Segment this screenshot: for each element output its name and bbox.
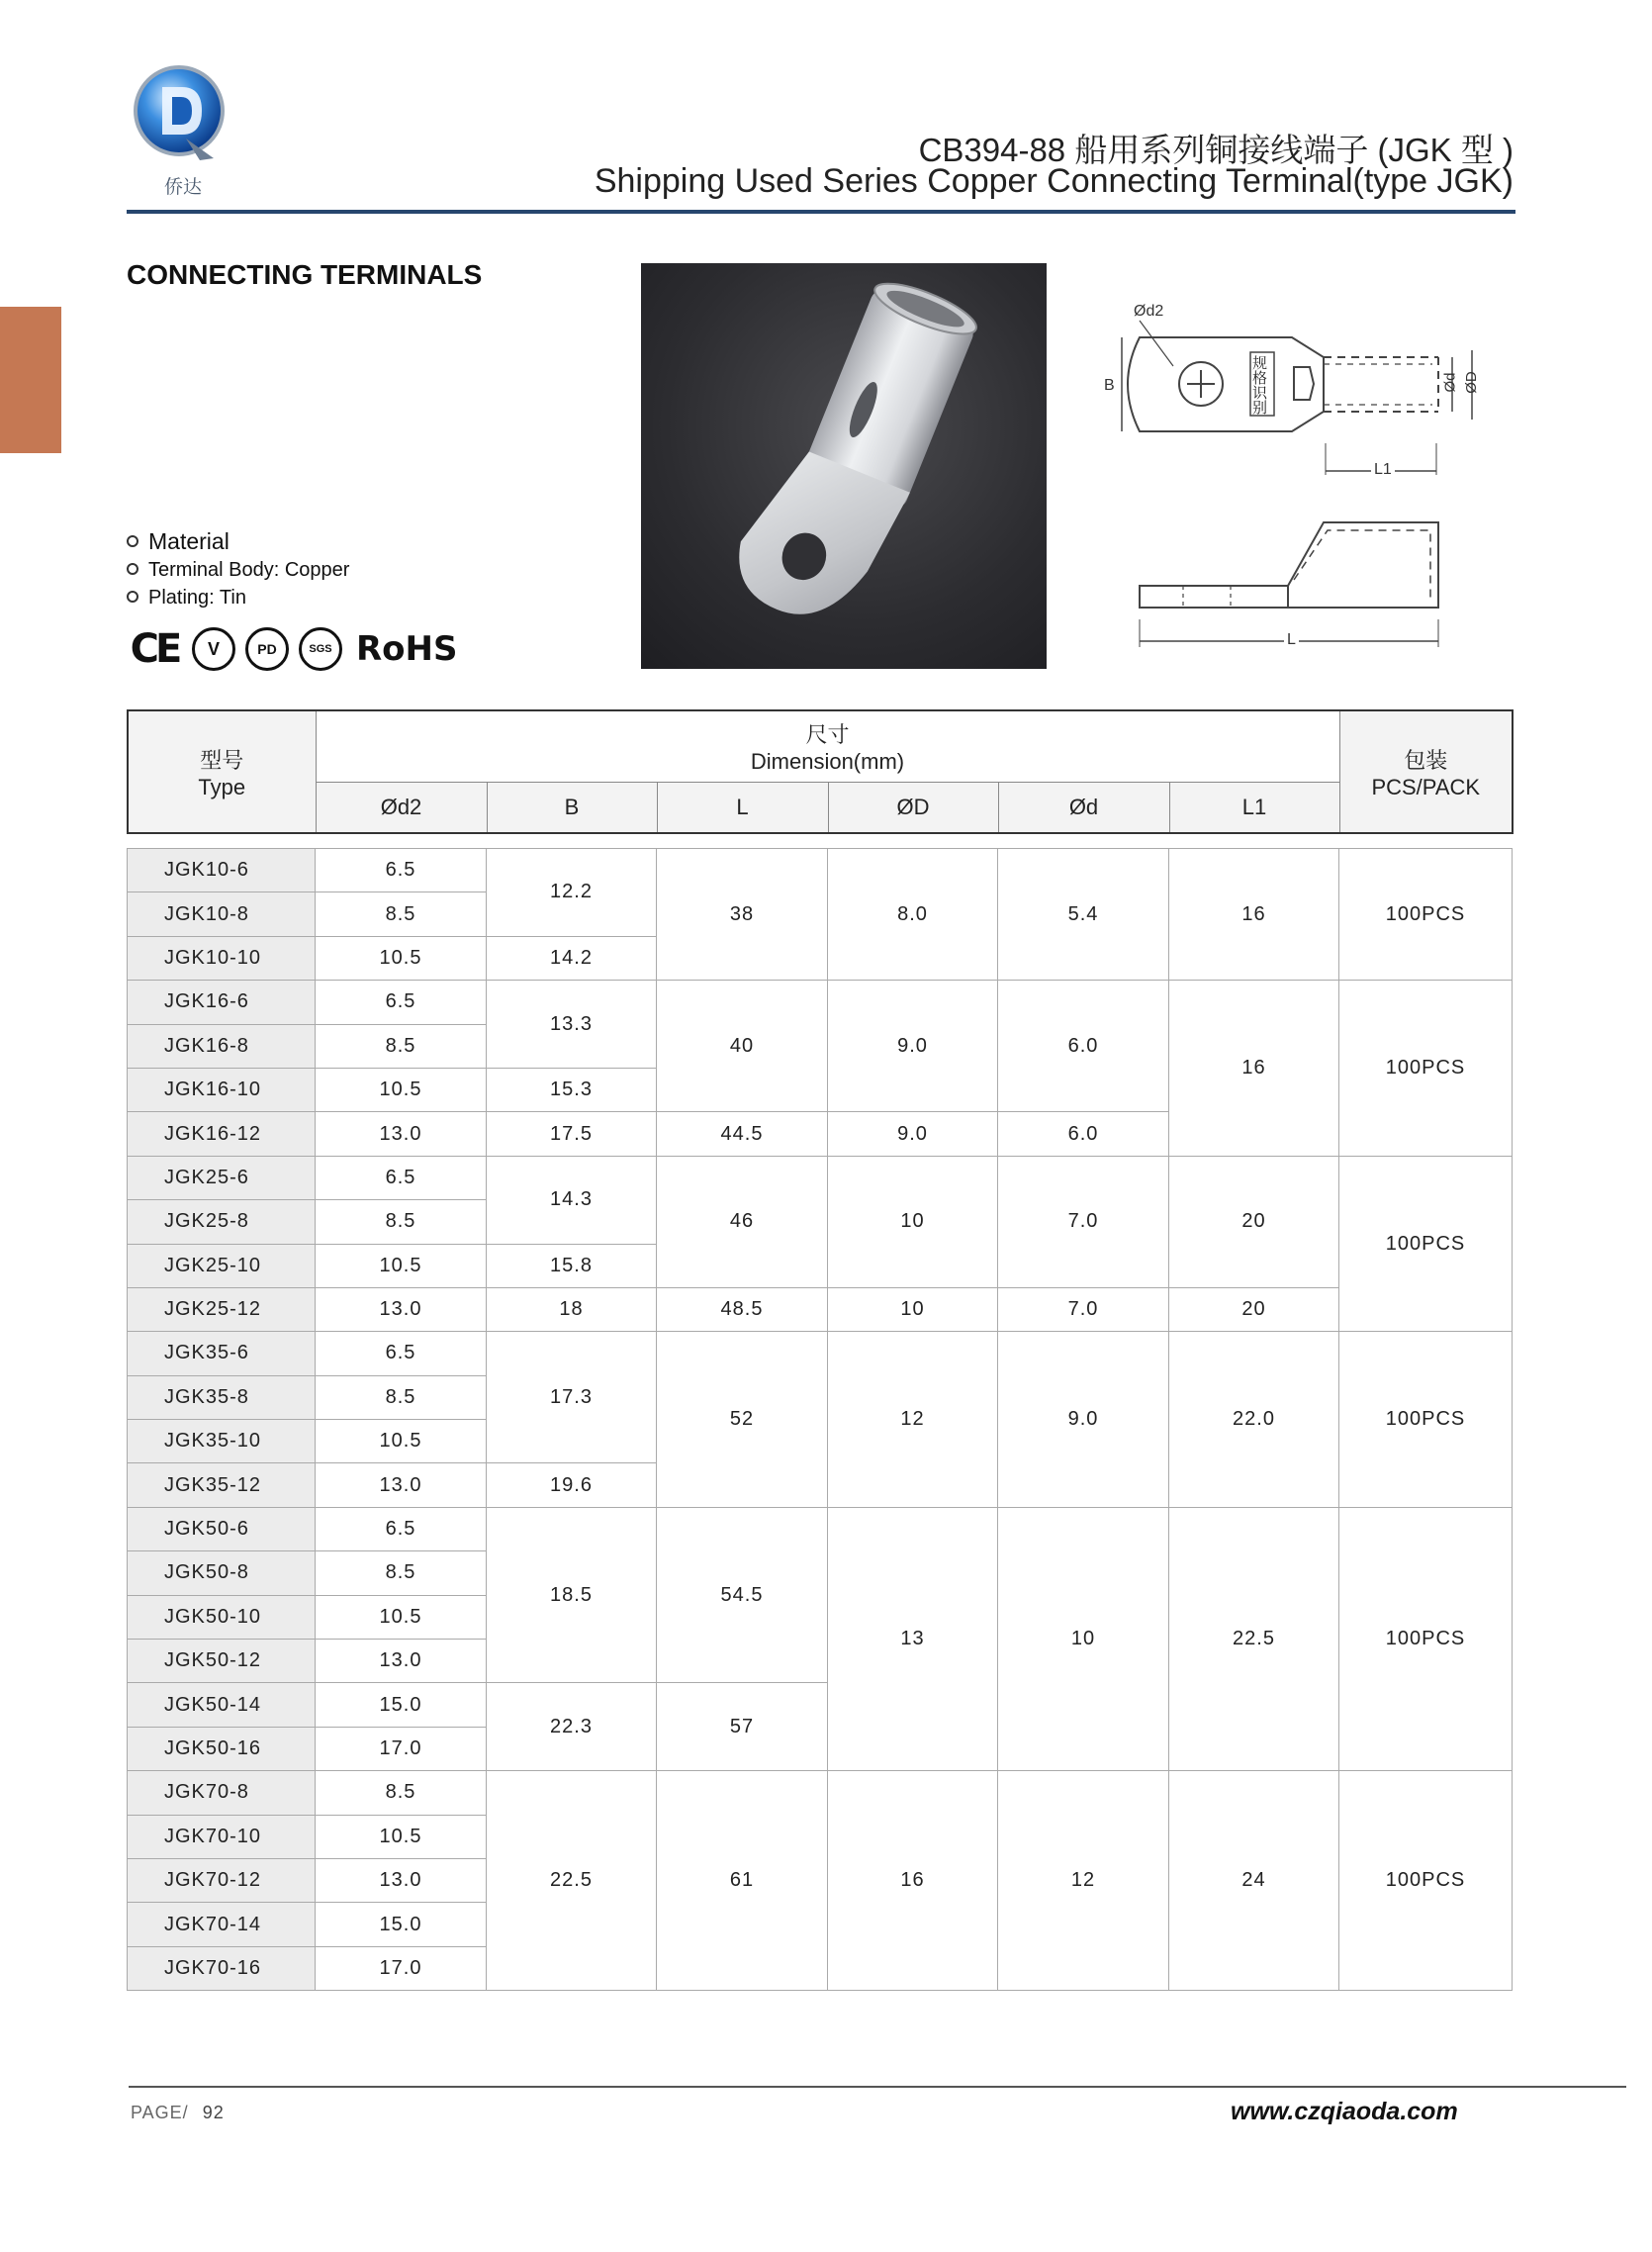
cell-l1: 20: [1169, 1156, 1339, 1287]
page-title-en: Shipping Used Series Copper Connecting Terminal(type JGK): [594, 162, 1514, 200]
cell-d2: 8.5: [316, 1200, 487, 1244]
footer-divider: [129, 2086, 1626, 2088]
header-type: [128, 710, 316, 833]
spec-material: [127, 528, 229, 555]
cell-type: JGK35-6: [128, 1332, 316, 1375]
cell-l: 38: [657, 849, 828, 981]
cell-type: JGK35-8: [128, 1375, 316, 1419]
cell-type: JGK70-10: [128, 1815, 316, 1858]
cell-d2: 10.5: [316, 1595, 487, 1639]
cell-l: 40: [657, 981, 828, 1112]
page-title-cn: CB394-88 船用系列铜接线端子 (JGK 型 ): [918, 132, 1514, 168]
cell-type: JGK10-10: [128, 936, 316, 980]
cell-l: 46: [657, 1156, 828, 1287]
cell-type: JGK70-12: [128, 1858, 316, 1902]
cell-l1: 20: [1169, 1287, 1339, 1331]
cell-type: JGK16-10: [128, 1068, 316, 1111]
website-link[interactable]: www.czqiaoda.com: [1231, 2098, 1458, 2125]
v-check-certification-icon: V: [192, 627, 235, 671]
cell-type: JGK50-8: [128, 1551, 316, 1595]
page-label: PAGE/: [131, 2103, 189, 2122]
cell-type: JGK25-12: [128, 1287, 316, 1331]
cell-d: 7.0: [998, 1287, 1169, 1331]
cell-type: JGK70-16: [128, 1946, 316, 1990]
cell-d2: 10.5: [316, 1244, 487, 1287]
cell-D: 16: [828, 1771, 998, 1991]
cell-l: 52: [657, 1332, 828, 1508]
cell-type: JGK50-12: [128, 1640, 316, 1683]
header-col-l1: L1: [1169, 782, 1339, 833]
drawing-label-d2: Ød2: [1134, 303, 1164, 320]
cell-d2: 13.0: [316, 1640, 487, 1683]
cell-d2: 13.0: [316, 1287, 487, 1331]
cell-d2: 10.5: [316, 1815, 487, 1858]
cell-l: 54.5: [657, 1507, 828, 1683]
cell-b: 22.3: [487, 1683, 657, 1771]
table-header: [127, 709, 1514, 834]
page-number: [131, 2103, 225, 2123]
cell-b: 15.3: [487, 1068, 657, 1111]
bullet-icon: [127, 563, 138, 575]
cell-type: JGK10-6: [128, 849, 316, 892]
cell-d2: 10.5: [316, 1420, 487, 1463]
certification-logos: [127, 627, 457, 671]
cell-l1: 22.5: [1169, 1507, 1339, 1770]
cell-d2: 13.0: [316, 1858, 487, 1902]
cell-D: 13: [828, 1507, 998, 1770]
cell-l: 57: [657, 1683, 828, 1771]
table-row: [128, 1771, 1513, 1815]
cell-d: 6.0: [998, 1112, 1169, 1156]
drawing-label-b: B: [1104, 377, 1115, 394]
cell-d: 7.0: [998, 1156, 1169, 1287]
cell-d2: 8.5: [316, 1024, 487, 1068]
cell-b: 13.3: [487, 981, 657, 1069]
header-type-cn: 型号: [200, 747, 244, 773]
cell-d: 12: [998, 1771, 1169, 1991]
logo-text: 侨达: [164, 176, 203, 198]
header-dimension-cn: 尺寸: [805, 721, 850, 747]
cell-pack: 100PCS: [1339, 981, 1513, 1157]
specification-table: [127, 709, 1512, 1991]
header-pack: [1339, 710, 1513, 833]
spec-plating: [127, 587, 246, 610]
cell-l1: 16: [1169, 849, 1339, 981]
pd-certification-icon: PD: [245, 627, 289, 671]
technical-drawing: [1064, 263, 1514, 669]
header-col-l: L: [657, 782, 828, 833]
header-pack-cn: 包装: [1404, 747, 1448, 773]
cell-d2: 8.5: [316, 1375, 487, 1419]
header-divider: [127, 210, 1515, 214]
cell-d2: 17.0: [316, 1727, 487, 1770]
cell-pack: 100PCS: [1339, 849, 1513, 981]
drawing-label-l: L: [1284, 631, 1299, 649]
spec-material-text: Material: [148, 528, 229, 554]
cell-D: 12: [828, 1332, 998, 1508]
spec-body-text: Terminal Body: Copper: [148, 559, 350, 581]
header-dimension: [316, 710, 1339, 782]
header-type-en: Type: [198, 774, 246, 799]
bullet-icon: [127, 535, 138, 547]
table-row: [128, 849, 1513, 892]
rohs-mark: RoHS: [356, 629, 458, 669]
cell-pack: 100PCS: [1339, 1156, 1513, 1332]
cell-pack: 100PCS: [1339, 1332, 1513, 1508]
cell-b: 18.5: [487, 1507, 657, 1683]
cell-l1: 22.0: [1169, 1332, 1339, 1508]
cell-b: 19.6: [487, 1463, 657, 1507]
cell-type: JGK70-8: [128, 1771, 316, 1815]
cell-b: 17.3: [487, 1332, 657, 1463]
cell-pack: 100PCS: [1339, 1507, 1513, 1770]
cell-b: 14.2: [487, 936, 657, 980]
page-number-value: 92: [202, 2103, 225, 2122]
cell-b: 14.3: [487, 1156, 657, 1244]
cell-d2: 10.5: [316, 936, 487, 980]
cell-D: 8.0: [828, 849, 998, 981]
cell-d2: 13.0: [316, 1112, 487, 1156]
cell-type: JGK50-16: [128, 1727, 316, 1770]
spec-plating-text: Plating: Tin: [148, 587, 246, 609]
cell-type: JGK16-8: [128, 1024, 316, 1068]
header-dimension-en: Dimension(mm): [750, 748, 905, 774]
cell-type: JGK50-10: [128, 1595, 316, 1639]
cell-type: JGK35-12: [128, 1463, 316, 1507]
cell-d2: 8.5: [316, 892, 487, 936]
cell-d: 9.0: [998, 1332, 1169, 1508]
cell-D: 9.0: [828, 981, 998, 1112]
section-title: CONNECTING TERMINALS: [127, 259, 483, 290]
cell-pack: 100PCS: [1339, 1771, 1513, 1991]
product-photo: [641, 263, 1047, 669]
cell-type: JGK50-14: [128, 1683, 316, 1727]
cell-l1: 16: [1169, 981, 1339, 1157]
drawing-label-d: Ød: [1441, 372, 1459, 393]
table-row: [128, 981, 1513, 1024]
cell-type: JGK35-10: [128, 1420, 316, 1463]
cell-d2: 17.0: [316, 1946, 487, 1990]
cell-d2: 10.5: [316, 1068, 487, 1111]
header-col-d2: Ød2: [316, 782, 487, 833]
drawing-label-l1: L1: [1371, 461, 1395, 479]
cell-type: JGK25-10: [128, 1244, 316, 1287]
table-row: [128, 1507, 1513, 1550]
spec-terminal-body: [127, 559, 349, 582]
cell-d2: 15.0: [316, 1903, 487, 1946]
cell-d2: 6.5: [316, 1332, 487, 1375]
cell-l: 61: [657, 1771, 828, 1991]
cell-d2: 6.5: [316, 981, 487, 1024]
header-pack-en: PCS/PACK: [1371, 774, 1481, 799]
table-row: [128, 1156, 1513, 1199]
cell-type: JGK25-8: [128, 1200, 316, 1244]
cell-D: 10: [828, 1287, 998, 1331]
cell-type: JGK70-14: [128, 1903, 316, 1946]
cell-b: 22.5: [487, 1771, 657, 1991]
cell-D: 10: [828, 1156, 998, 1287]
table-row: [128, 1332, 1513, 1375]
header-col-b: B: [487, 782, 657, 833]
bullet-icon: [127, 591, 138, 603]
cell-l1: 24: [1169, 1771, 1339, 1991]
header-col-d: Ød: [998, 782, 1169, 833]
cell-d2: 6.5: [316, 1507, 487, 1550]
cell-d: 5.4: [998, 849, 1169, 981]
cell-d2: 13.0: [316, 1463, 487, 1507]
cell-D: 9.0: [828, 1112, 998, 1156]
cell-type: JGK25-6: [128, 1156, 316, 1199]
cell-b: 17.5: [487, 1112, 657, 1156]
cell-d2: 6.5: [316, 1156, 487, 1199]
sgs-certification-icon: SGS: [299, 627, 342, 671]
drawing-label-D: ØD: [1462, 371, 1480, 394]
cell-l: 48.5: [657, 1287, 828, 1331]
cell-d2: 8.5: [316, 1771, 487, 1815]
cell-type: JGK16-6: [128, 981, 316, 1024]
table-body: [127, 848, 1513, 1991]
company-logo: [127, 61, 231, 200]
cell-b: 18: [487, 1287, 657, 1331]
side-tab-marker: [0, 307, 61, 453]
cell-type: JGK16-12: [128, 1112, 316, 1156]
ce-mark-icon: CE: [130, 626, 179, 672]
cell-d: 10: [998, 1507, 1169, 1770]
header-col-D: ØD: [828, 782, 998, 833]
cell-d2: 8.5: [316, 1551, 487, 1595]
cell-type: JGK10-8: [128, 892, 316, 936]
cell-d2: 15.0: [316, 1683, 487, 1727]
drawing-label-mark: 规格识别: [1252, 355, 1268, 417]
cell-d2: 6.5: [316, 849, 487, 892]
table-row: [128, 1287, 1513, 1331]
cell-type: JGK50-6: [128, 1507, 316, 1550]
cell-b: 12.2: [487, 849, 657, 937]
cell-l: 44.5: [657, 1112, 828, 1156]
cell-d: 6.0: [998, 981, 1169, 1112]
cell-b: 15.8: [487, 1244, 657, 1287]
